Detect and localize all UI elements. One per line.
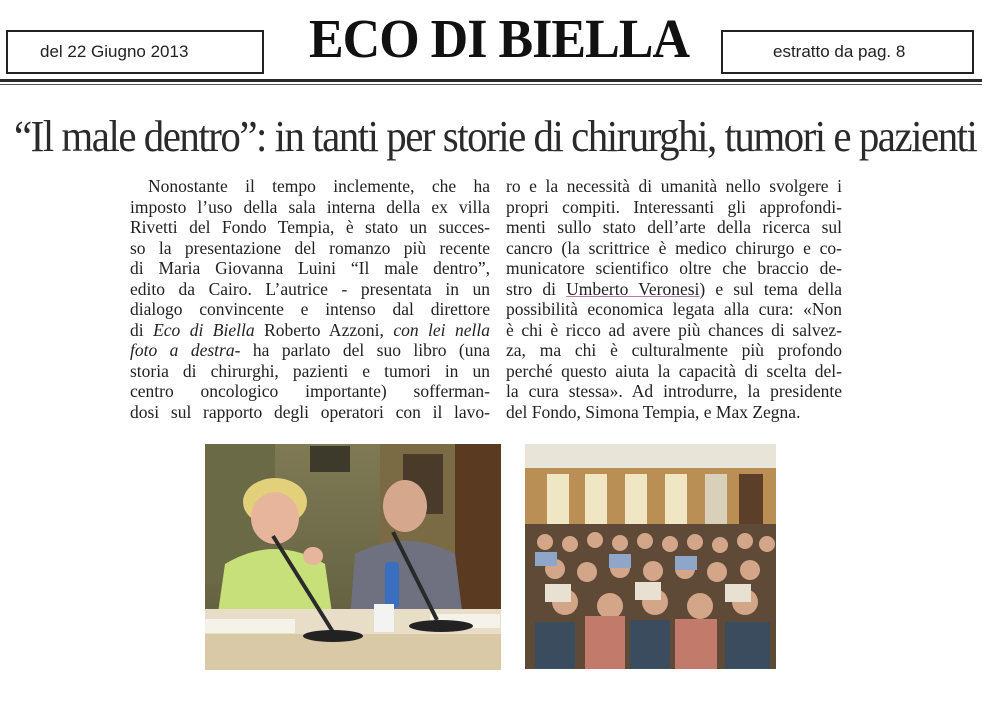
article-column-1	[130, 176, 490, 422]
text-line: perché questo aiuta la capacità di scelta del-	[506, 360, 842, 381]
presentation-photo-icon	[205, 444, 501, 670]
text-line: possibilità economica legata alla cura: «Non	[506, 299, 842, 319]
text-line: di Maria Giovanna Luini “Il male dentro”,	[130, 258, 490, 278]
text-line: edito da Cairo. L’autrice - presentata in un	[130, 278, 490, 299]
text-line: storia di chirurghi, pazienti e tumori in un	[130, 360, 490, 381]
text-line: propri compiti. Interessanti gli approfondi-	[506, 196, 842, 217]
article-headline: “Il male dentro”: in tanti per storie di chirurghi, tumori e pazienti	[14, 112, 977, 161]
text-line: è chi è ricco ad avere più chances di salvez-	[506, 319, 842, 340]
text-line: Nonostante il tempo inclemente, che ha	[148, 176, 490, 196]
text-line	[130, 340, 490, 361]
text-line	[130, 320, 490, 341]
text-line: menti sullo stato dell’arte della ricerca sul	[506, 217, 842, 237]
header-rule-thin	[0, 84, 982, 85]
text-line: cancro (la scrittrice è medico chirurgo e co-	[506, 237, 842, 258]
text-fragment: ) e sul tema della	[699, 278, 842, 299]
text-line: dialogo convincente e intenso dal direttore	[130, 299, 490, 319]
page-label: estratto da pag. 8	[773, 42, 906, 61]
page-box	[721, 30, 974, 74]
text-line	[506, 279, 842, 300]
newspaper-name: Eco di Biella	[153, 319, 255, 340]
text-line: del Fondo, Simona Tempia, e Max Zegna.	[506, 401, 801, 422]
text-line: za, ma chi è culturalmente più profondo	[506, 340, 842, 360]
text-fragment: stro di	[506, 278, 567, 299]
date-box	[6, 30, 264, 74]
photo-caption-ref: con lei nella	[393, 319, 490, 340]
masthead-title: ECO DI BIELLA	[309, 9, 689, 70]
text-fragment: ha parlato del suo libro (una	[240, 340, 490, 360]
text-line: centro oncologico importante) sofferman-	[130, 381, 490, 401]
text-line: municatore scientifico oltre che braccio de-	[506, 258, 842, 278]
article-column-2	[506, 176, 842, 422]
text-line: so la presentazione del romanzo più recente	[130, 237, 490, 258]
highlighted-name: Umberto Veronesi	[566, 278, 700, 299]
text-fragment: di	[130, 319, 154, 340]
text-line: la cura stessa». Ad introdurre, la presidente	[506, 381, 842, 401]
header-rule-thick	[0, 79, 982, 82]
date-label: del 22 Giugno 2013	[40, 42, 189, 61]
text-line: Rivetti del Fondo Tempia, è stato un succes-	[130, 217, 490, 237]
audience-photo-icon	[525, 444, 776, 669]
text-fragment: Roberto Azzoni,	[254, 319, 394, 340]
text-line: dosi sul rapporto degli operatori con il lavo-	[130, 401, 490, 422]
text-line: ro e la necessità di umanità nello svolgere i	[506, 176, 842, 196]
text-line: imposto l’uso della sala interna della ex villa	[130, 196, 490, 217]
photo-caption-ref: foto a destra-	[130, 340, 241, 360]
